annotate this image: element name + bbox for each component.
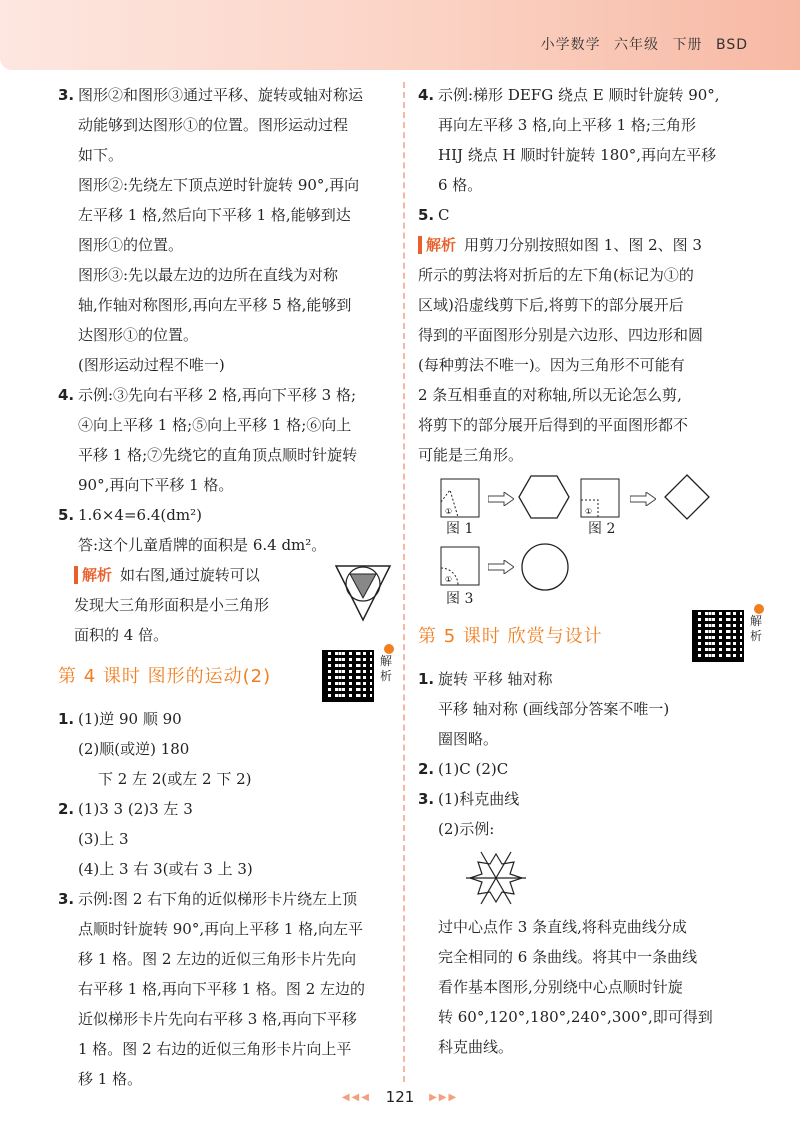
text-line: (4)上 3 右 3(或右 3 上 3) bbox=[78, 860, 253, 878]
left-column bbox=[58, 80, 393, 1094]
text-line: 右平移 1 格,再向下平移 1 格。图 2 左边的 bbox=[78, 980, 366, 998]
text-line: 如下。 bbox=[78, 146, 124, 164]
lesson-title: 第 5 课时 欣赏与设计 bbox=[418, 626, 603, 647]
answer-item-5-right bbox=[418, 200, 758, 230]
text-line: 再向左平移 3 格,向上平移 1 格;三角形 bbox=[438, 116, 696, 134]
item-number: 3. bbox=[58, 86, 75, 104]
text-line: 平移 1 格;⑦先绕它的直角顶点顺时针旋转 bbox=[78, 446, 358, 464]
text-line: 图形②和图形③通过平移、旋转或轴对称运 bbox=[78, 86, 364, 104]
text-line: 下 2 左 2(或左 2 下 2) bbox=[98, 770, 252, 788]
text-line: 点顺时针旋转 90°,再向上平移 1 格,向左平 bbox=[78, 920, 363, 938]
lesson-5-header bbox=[418, 614, 763, 658]
item-number: 4. bbox=[418, 86, 435, 104]
text-line: 轴,作轴对称图形,再向左平移 5 格,能够到 bbox=[78, 296, 352, 314]
text-line: (图形运动过程不唯一) bbox=[78, 356, 225, 374]
figure-label-3: 图 3 bbox=[446, 591, 474, 607]
triangle-in-circle-figure bbox=[334, 562, 392, 624]
lesson-title: 第 4 课时 图形的运动(2) bbox=[58, 666, 272, 687]
text-line: 6 格。 bbox=[438, 176, 483, 194]
text-line: 示例:图 2 右下角的近似梯形卡片绕左上顶 bbox=[78, 890, 358, 908]
text-line: 图形③:先以最左边的边所在直线为对称 bbox=[78, 266, 339, 284]
lesson5-item-1 bbox=[418, 664, 758, 754]
text-line: 发现大三角形面积是小三角形 bbox=[74, 596, 270, 614]
item-number: 3. bbox=[58, 890, 75, 908]
fold-cut-figure-2 bbox=[580, 478, 620, 518]
text-line: HIJ 绕点 H 顺时针旋转 180°,再向左平移 bbox=[438, 146, 717, 164]
text-line: 所示的剪法将对折后的左下角(标记为①的 bbox=[418, 266, 694, 284]
item-number: 5. bbox=[418, 206, 435, 224]
qr-label: 解析 bbox=[750, 614, 763, 643]
qr-label: 解析 bbox=[380, 654, 393, 683]
text-line: 得到的平面图形分别是六边形、四边形和圆 bbox=[418, 326, 704, 344]
text-line: 圈图略。 bbox=[438, 730, 499, 748]
svg-text:①: ① bbox=[445, 507, 453, 516]
text-line: 过中心点作 3 条直线,将科克曲线分成 bbox=[438, 918, 687, 936]
circle-shape bbox=[520, 542, 570, 592]
text-line: 用剪刀分别按照如图 1、图 2、图 3 bbox=[464, 236, 702, 254]
page-number: 121 bbox=[385, 1088, 415, 1106]
text-line: (每种剪法不唯一)。因为三角形不可能有 bbox=[418, 356, 685, 374]
right-arrows-icon: ▶▶▶ bbox=[429, 1092, 459, 1103]
item-number: 1. bbox=[418, 670, 435, 688]
text-line: 移 1 格。 bbox=[78, 1070, 143, 1088]
diamond-shape bbox=[664, 474, 710, 520]
text-line: 如右图,通过旋转可以 bbox=[120, 566, 260, 584]
text-line: 90°,再向下平移 1 格。 bbox=[78, 476, 234, 494]
text-line: (3)上 3 bbox=[78, 830, 129, 848]
cut-figures-row-1 bbox=[418, 478, 758, 542]
item-number: 5. bbox=[58, 506, 75, 524]
item-number: 3. bbox=[418, 790, 435, 808]
text-line: (1)逆 90 顺 90 bbox=[78, 710, 182, 728]
text-line: 示例:③先向右平移 2 格,再向下平移 3 格; bbox=[78, 386, 357, 404]
text-line: 将剪下的部分展开后得到的平面图形都不 bbox=[418, 416, 689, 434]
answer-item-3 bbox=[58, 80, 388, 380]
text-line: ④向上平移 1 格;⑤向上平移 1 格;⑥向上 bbox=[78, 416, 352, 434]
text-line: 转 60°,120°,180°,240°,300°,即可得到 bbox=[438, 1008, 713, 1026]
qr-code-icon[interactable] bbox=[692, 610, 744, 662]
lesson5-item-2 bbox=[418, 754, 758, 784]
text-line: 图形①的位置。 bbox=[78, 236, 184, 254]
text-line: (1)3 3 (2)3 左 3 bbox=[78, 800, 193, 818]
item-number: 4. bbox=[58, 386, 75, 404]
text-line: 1.6×4=6.4(dm²) bbox=[78, 506, 202, 524]
answer-item-5 bbox=[58, 500, 388, 650]
text-line: 示例:梯形 DEFG 绕点 E 顺时针旋转 90°, bbox=[438, 86, 720, 104]
fold-cut-figure-1 bbox=[440, 478, 480, 518]
lesson5-item-3 bbox=[418, 784, 758, 1062]
text-line: (1)C (2)C bbox=[438, 760, 509, 778]
text-line: (2)示例: bbox=[438, 820, 495, 838]
lesson4-item-1 bbox=[58, 704, 388, 794]
text-line: 平移 轴对称 (画线部分答案不唯一) bbox=[438, 700, 670, 718]
text-line: 科克曲线。 bbox=[438, 1038, 514, 1056]
answer-text: C bbox=[438, 206, 450, 224]
text-line: 达图形①的位置。 bbox=[78, 326, 199, 344]
lesson4-item-3 bbox=[58, 884, 388, 1094]
text-line: 完全相同的 6 条曲线。将其中一条曲线 bbox=[438, 948, 698, 966]
qr-code-icon[interactable] bbox=[322, 650, 374, 702]
text-line: 旋转 平移 轴对称 bbox=[438, 670, 553, 688]
analysis-tag: 解析 bbox=[74, 566, 112, 584]
page-footer bbox=[0, 1088, 800, 1106]
arrow-right-icon bbox=[488, 492, 514, 506]
book-info: 小学数学 六年级 下册 BSD bbox=[540, 37, 748, 53]
analysis-tag: 解析 bbox=[418, 236, 456, 254]
answer-item-4-right bbox=[418, 80, 758, 200]
lesson4-item-2 bbox=[58, 794, 388, 884]
arrow-right-icon bbox=[488, 560, 514, 574]
svg-text:①: ① bbox=[445, 575, 453, 584]
text-line: (2)顺(或逆) 180 bbox=[78, 740, 190, 758]
play-dot-icon bbox=[754, 604, 764, 614]
column-divider bbox=[403, 82, 405, 1082]
lesson-4-header bbox=[58, 654, 393, 698]
text-line: 面积的 4 倍。 bbox=[74, 626, 169, 644]
right-column bbox=[418, 80, 763, 1062]
text-line: 近似梯形卡片先向右平移 3 格,再向下平移 bbox=[78, 1010, 357, 1028]
svg-text:①: ① bbox=[585, 507, 593, 516]
item-number: 1. bbox=[58, 710, 75, 728]
item-number: 2. bbox=[418, 760, 435, 778]
text-line: 动能够到达图形①的位置。图形运动过程 bbox=[78, 116, 349, 134]
arrow-right-icon bbox=[630, 492, 656, 506]
text-line: 左平移 1 格,然后向下平移 1 格,能够到达 bbox=[78, 206, 351, 224]
text-line: 看作基本图形,分别绕中心点顺时针旋 bbox=[438, 978, 683, 996]
left-arrows-icon: ◀◀◀ bbox=[341, 1092, 371, 1103]
hexagon-shape bbox=[518, 474, 570, 520]
play-dot-icon bbox=[384, 644, 394, 654]
text-line: 图形②:先绕左下顶点逆时针旋转 90°,再向 bbox=[78, 176, 360, 194]
koch-snowflake-figure bbox=[464, 848, 528, 908]
text-line: 答:这个儿童盾牌的面积是 6.4 dm²。 bbox=[78, 536, 327, 554]
text-line: (1)科克曲线 bbox=[438, 790, 520, 808]
cut-figures-row-2 bbox=[418, 542, 758, 610]
text-line: 2 条互相垂直的对称轴,所以无论怎么剪, bbox=[418, 386, 682, 404]
figure-label-2: 图 2 bbox=[588, 521, 616, 537]
figure-label-1: 图 1 bbox=[446, 521, 474, 537]
text-line: 区域)沿虚线剪下后,将剪下的部分展开后 bbox=[418, 296, 684, 314]
fold-cut-figure-3 bbox=[440, 546, 480, 586]
text-line: 1 格。图 2 右边的近似三角形卡片向上平 bbox=[78, 1040, 352, 1058]
text-line: 可能是三角形。 bbox=[418, 446, 524, 464]
answer-item-4 bbox=[58, 380, 388, 500]
item-number: 2. bbox=[58, 800, 75, 818]
text-line: 移 1 格。图 2 左边的近似三角形卡片先向 bbox=[78, 950, 357, 968]
